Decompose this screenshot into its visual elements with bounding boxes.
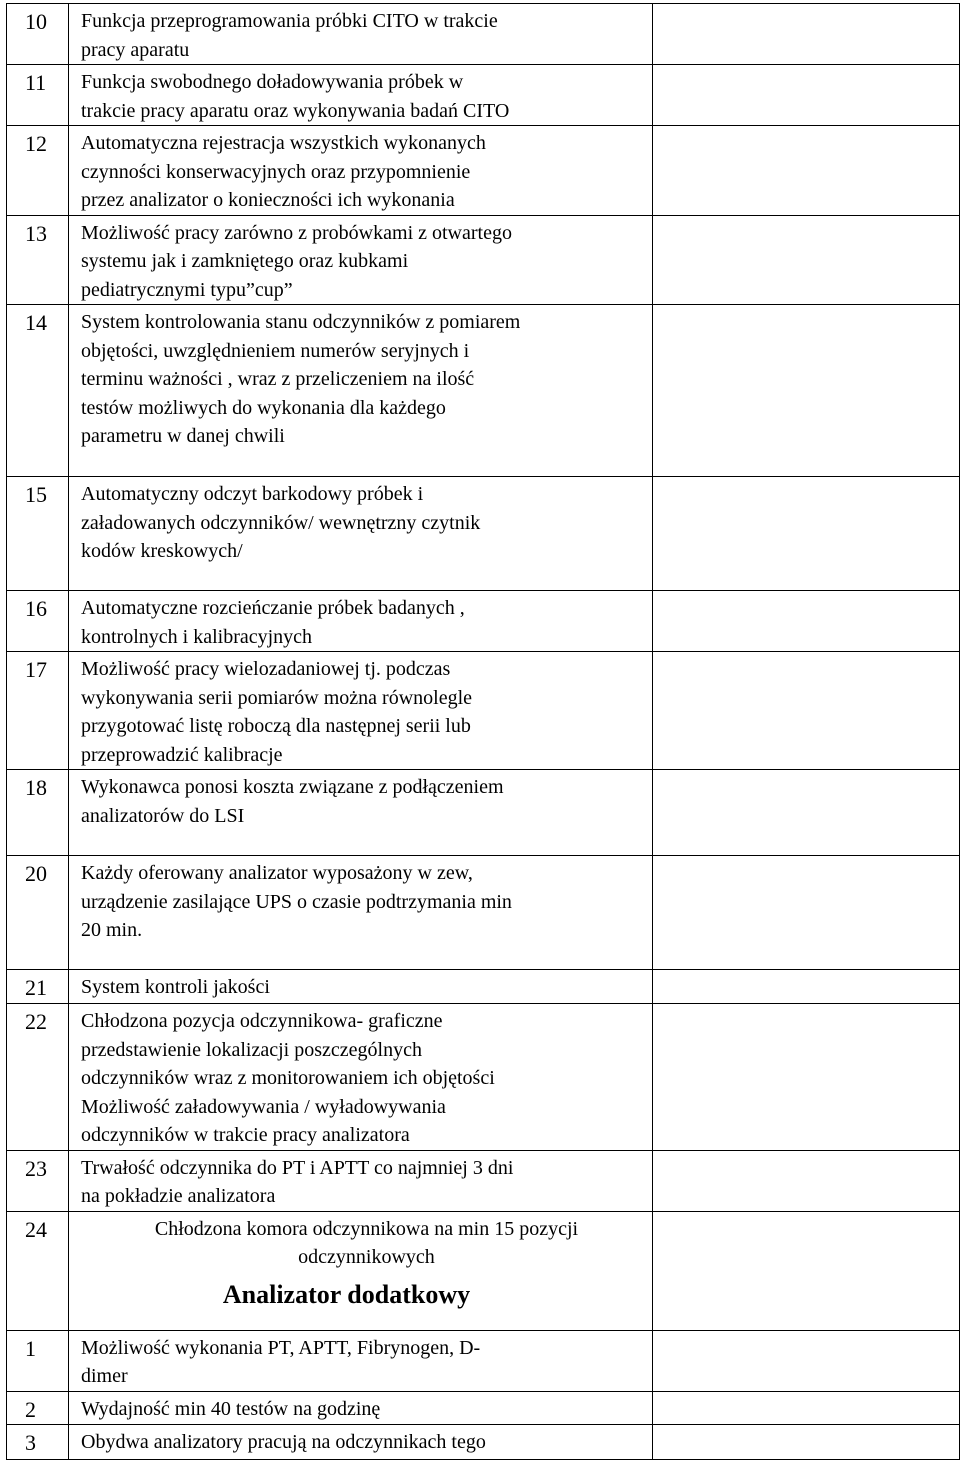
empty-response-cell <box>653 1425 960 1460</box>
requirement-cell <box>69 1330 653 1391</box>
requirements-table-body <box>7 4 960 1460</box>
empty-response-cell <box>653 1211 960 1330</box>
table-row <box>7 591 960 652</box>
empty-response-cell <box>653 1150 960 1211</box>
empty-response-cell <box>653 215 960 305</box>
row-number: 15 <box>7 477 69 591</box>
requirement-cell <box>69 1391 653 1425</box>
requirement-cell <box>69 652 653 770</box>
empty-response-cell <box>653 65 960 126</box>
requirement-cell <box>69 215 653 305</box>
row-number: 10 <box>7 4 69 65</box>
empty-response-cell <box>653 477 960 591</box>
table-row <box>7 652 960 770</box>
table-row <box>7 65 960 126</box>
row-number: 11 <box>7 65 69 126</box>
requirement-cell <box>69 1150 653 1211</box>
requirement-text: Obydwa analizatory pracują na odczynnikach tego <box>81 1431 486 1453</box>
requirement-text: Automatyczna rejestracja wszystkich wykonanych czynności konserwacyjnych oraz przypomnienie przez analizator o konieczności ich wykonania <box>81 132 486 211</box>
row-number: 14 <box>7 305 69 477</box>
empty-response-cell <box>653 770 960 856</box>
row-number: 3 <box>7 1425 69 1460</box>
row-number: 18 <box>7 770 69 856</box>
requirement-text: Funkcja swobodnego doładowywania próbek w trakcie pracy aparatu oraz wykonywania badań CITO <box>81 71 510 122</box>
table-row <box>7 1211 960 1330</box>
requirement-cell <box>69 1425 653 1460</box>
row-number: 24 <box>7 1211 69 1330</box>
document-page <box>6 3 958 1455</box>
table-row <box>7 1150 960 1211</box>
requirement-cell <box>69 4 653 65</box>
empty-response-cell <box>653 652 960 770</box>
requirement-text: Funkcja przeprogramowania próbki CITO w trakcie pracy aparatu <box>81 10 498 61</box>
table-row <box>7 126 960 216</box>
requirement-cell <box>69 970 653 1004</box>
requirement-text: Automatyczny odczyt barkodowy próbek i załadowanych odczynników/ wewnętrzny czytnik kodów kreskowych/ <box>81 483 481 562</box>
row-number: 12 <box>7 126 69 216</box>
requirement-cell <box>69 477 653 591</box>
requirement-text: System kontroli jakości <box>81 976 270 998</box>
row-number: 1 <box>7 1330 69 1391</box>
row-number: 22 <box>7 1004 69 1151</box>
row-number: 13 <box>7 215 69 305</box>
table-row <box>7 305 960 477</box>
requirement-text: Możliwość wykonania PT, APTT, Fibrynogen, D- dimer <box>81 1336 481 1387</box>
requirement-cell <box>69 305 653 477</box>
row-number: 20 <box>7 856 69 970</box>
requirement-text: Chłodzona pozycja odczynnikowa- graficzne przedstawienie lokalizacji poszczególnych odczynników wraz z monitorowaniem ich objętości Możliwość załadowywania / wyładowywania odczynników w trakcie pracy analizatora <box>81 1010 495 1146</box>
empty-response-cell <box>653 305 960 477</box>
empty-response-cell <box>653 1004 960 1151</box>
table-row <box>7 770 960 856</box>
requirement-cell <box>69 126 653 216</box>
requirement-cell <box>69 65 653 126</box>
table-row <box>7 215 960 305</box>
section-heading: Analizator dodatkowy <box>222 1279 471 1309</box>
table-row <box>7 4 960 65</box>
requirements-table <box>6 3 960 1460</box>
table-row <box>7 856 960 970</box>
empty-response-cell <box>653 1391 960 1425</box>
requirement-text: Chłodzona komora odczynnikowa na min 15 pozycji odczynnikowych <box>154 1217 579 1268</box>
requirement-text: System kontrolowania stanu odczynników z pomiarem objętości, uwzględnieniem numerów seryjnych i terminu ważności , wraz z przeliczeniem na ilość testów możliwych do wykonania dla każdego parametru w danej chwili <box>81 311 521 447</box>
requirement-text: Każdy oferowany analizator wyposażony w zew, urządzenie zasilające UPS o czasie podtrzymania min 20 min. <box>81 862 512 941</box>
table-row <box>7 1004 960 1151</box>
requirement-cell <box>69 1004 653 1151</box>
requirement-text: Wydajność min 40 testów na godzinę <box>81 1397 381 1420</box>
requirement-cell <box>69 856 653 970</box>
requirement-text: Trwałość odczynnika do PT i APTT co najmniej 3 dni na pokładzie analizatora <box>81 1156 514 1207</box>
row-number: 17 <box>7 652 69 770</box>
table-row <box>7 1391 960 1425</box>
row-number: 16 <box>7 591 69 652</box>
requirement-cell <box>69 591 653 652</box>
empty-response-cell <box>653 4 960 65</box>
requirement-cell <box>69 1211 653 1330</box>
empty-response-cell <box>653 591 960 652</box>
table-row <box>7 970 960 1004</box>
empty-response-cell <box>653 1330 960 1391</box>
requirement-text: Możliwość pracy zarówno z probówkami z otwartego systemu jak i zamkniętego oraz kubkami pediatrycznymi typu”cup” <box>81 221 512 301</box>
empty-response-cell <box>653 856 960 970</box>
requirement-cell <box>69 770 653 856</box>
row-number: 2 <box>7 1391 69 1425</box>
empty-response-cell <box>653 126 960 216</box>
requirement-text: Wykonawca ponosi koszta związane z podłączeniem analizatorów do LSI <box>81 776 504 827</box>
empty-response-cell <box>653 970 960 1004</box>
row-number: 21 <box>7 970 69 1004</box>
requirement-text: Automatyczne rozcieńczanie próbek badanych , kontrolnych i kalibracyjnych <box>81 597 465 648</box>
row-number: 23 <box>7 1150 69 1211</box>
table-row <box>7 477 960 591</box>
table-row <box>7 1425 960 1460</box>
table-row <box>7 1330 960 1391</box>
requirement-text: Możliwość pracy wielozadaniowej tj. podczas wykonywania serii pomiarów można równolegle przygotować listę roboczą dla następnej serii lub przeprowadzić kalibracje <box>81 658 473 766</box>
